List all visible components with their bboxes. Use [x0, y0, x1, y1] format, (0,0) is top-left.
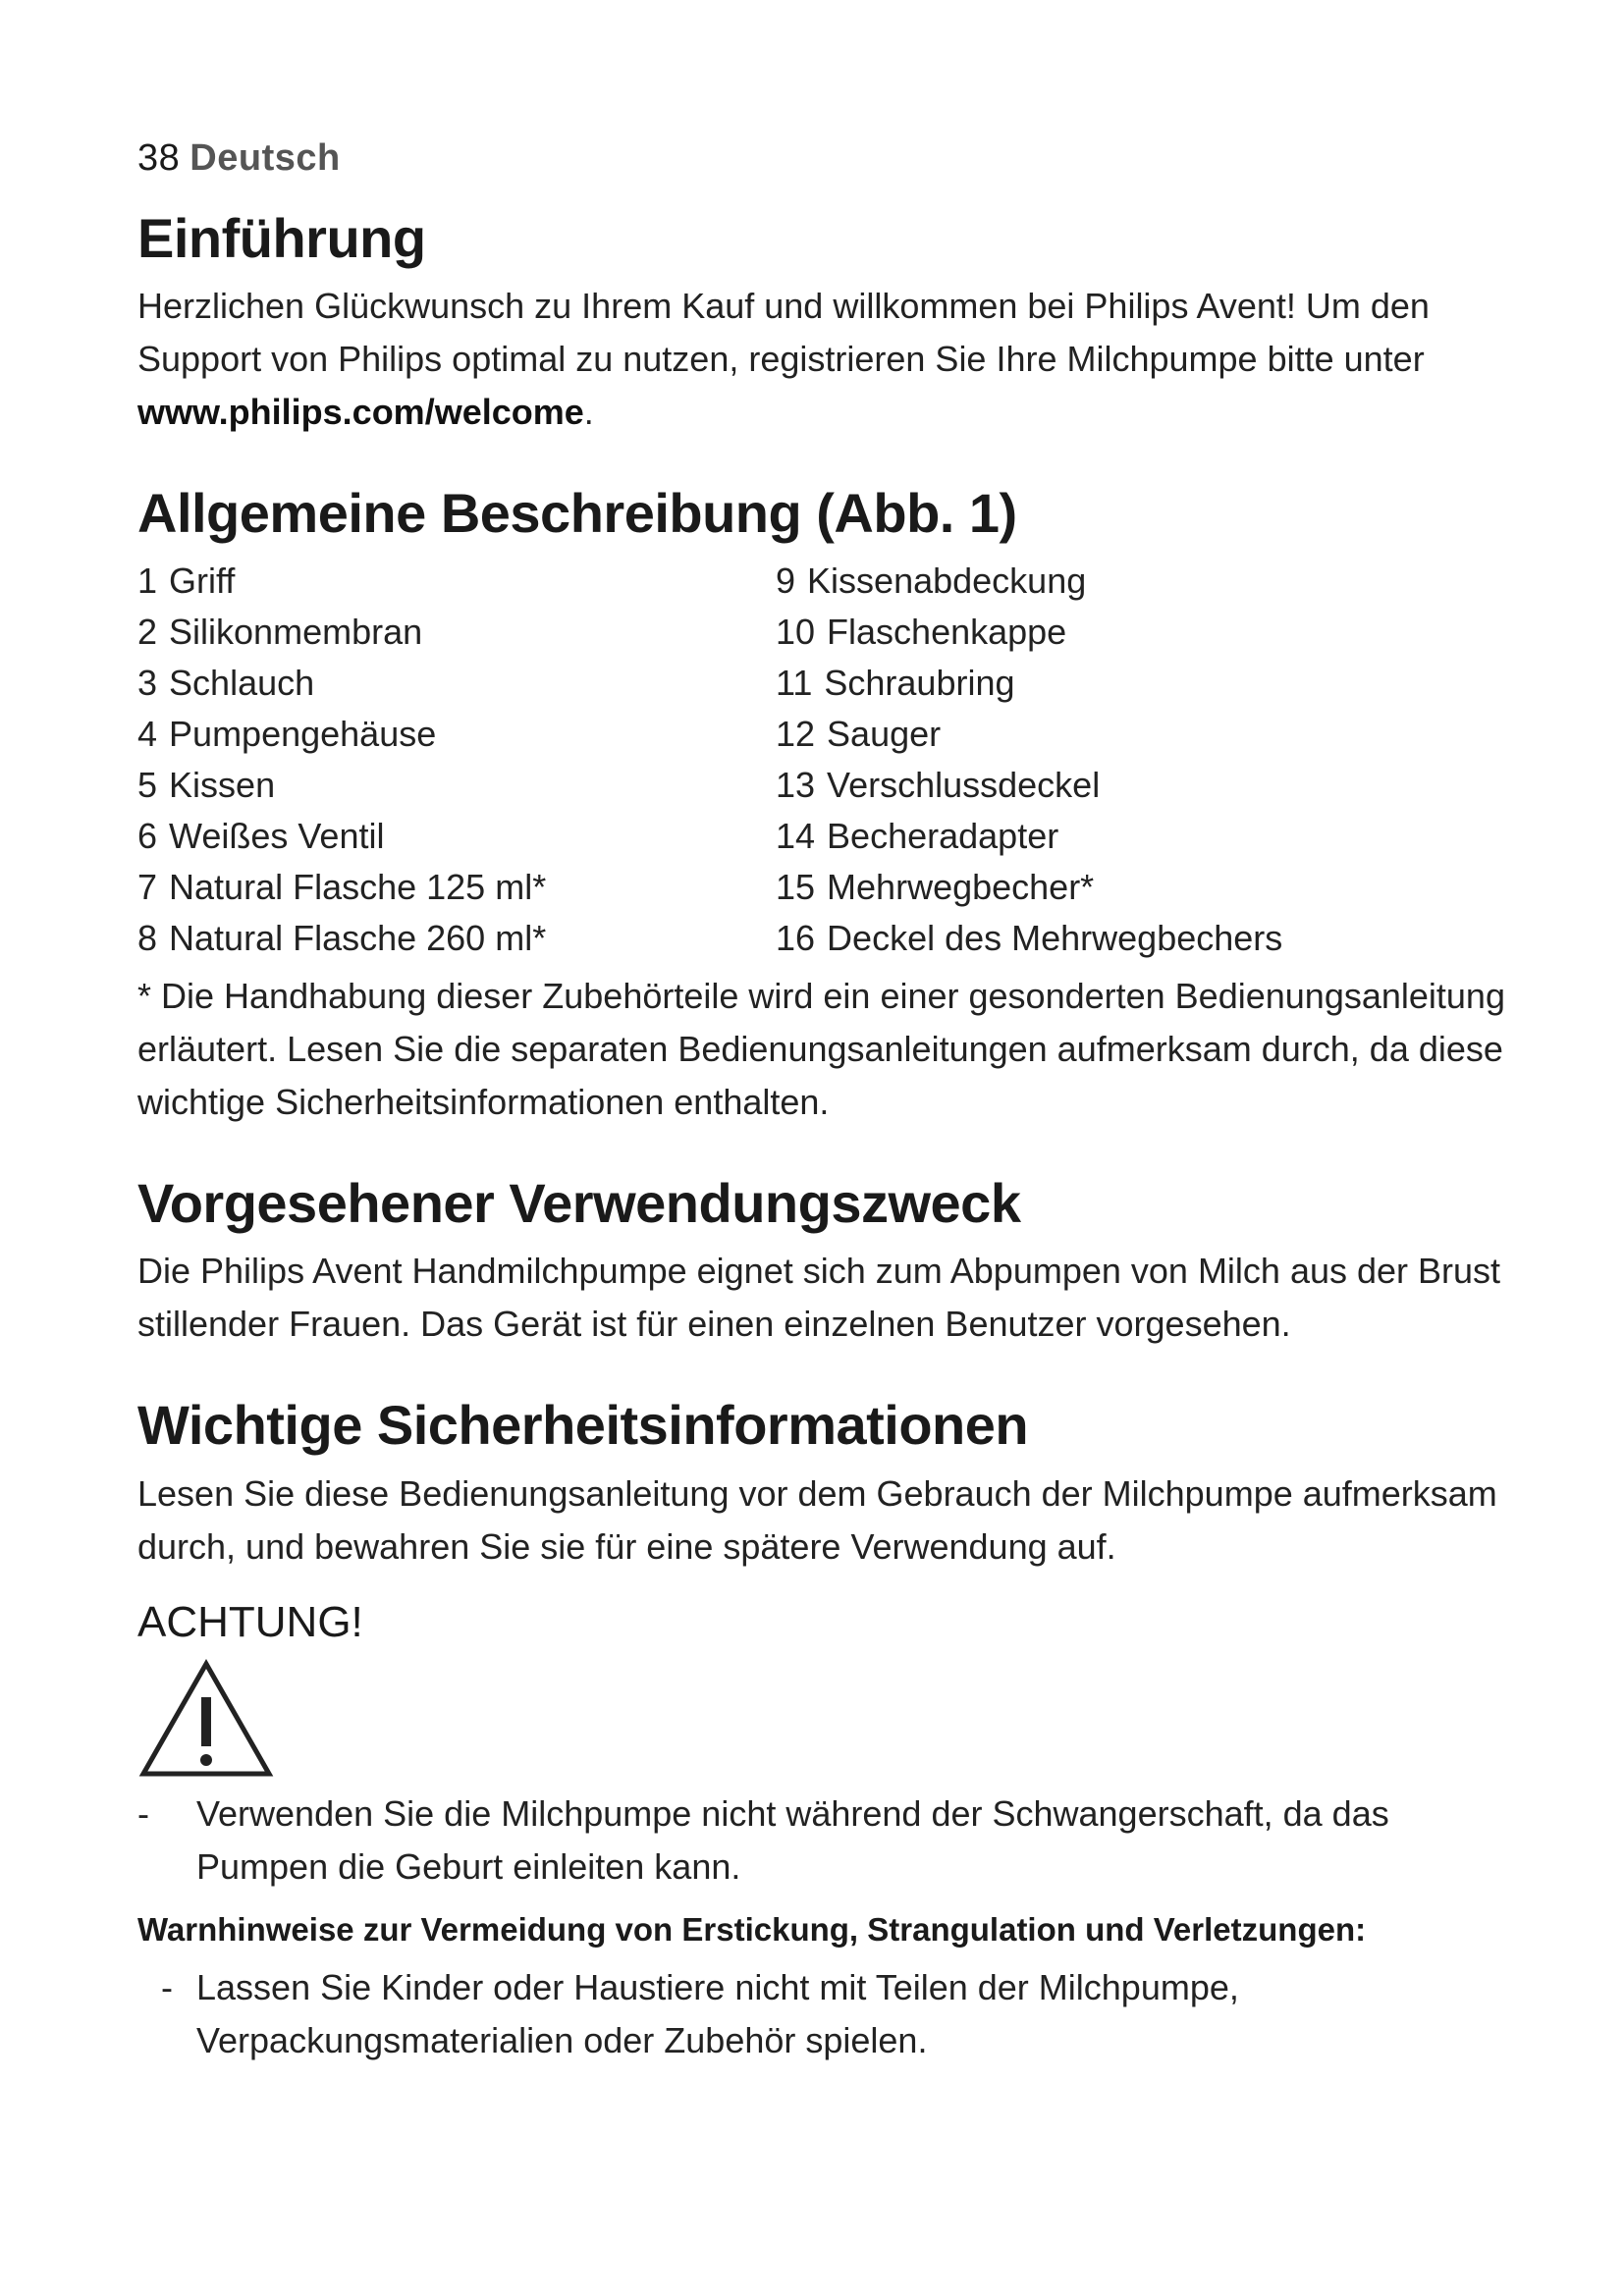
- part-item: [776, 760, 1512, 811]
- pregnancy-warning-text: Verwenden Sie die Milchpumpe nicht während der Schwangerschaft, da das Pumpen die Geburt einleiten kann.: [196, 1793, 1389, 1888]
- choking-warning: [137, 1961, 1512, 2067]
- part-label: Griff: [169, 560, 236, 601]
- page-language: Deutsch: [189, 137, 341, 179]
- part-label: Schraubring: [824, 662, 1015, 703]
- list-dash: -: [161, 1967, 173, 2008]
- part-item: [776, 862, 1512, 913]
- part-number: 13: [776, 764, 816, 805]
- intro-body: Herzlichen Glückwunsch zu Ihrem Kauf und willkommen bei Philips Avent! Um den Support von Philips optimal zu nutzen, registrieren Sie Ihre Milchpumpe bitte unter: [137, 286, 1430, 380]
- part-number: 4: [137, 713, 158, 754]
- part-label: Weißes Ventil: [169, 815, 385, 856]
- part-label: Silikonmembran: [169, 611, 423, 652]
- parts-column-right: [776, 556, 1512, 964]
- pregnancy-warning: [137, 1788, 1512, 1894]
- parts-column-left: [137, 556, 776, 964]
- part-label: Mehrwegbecher*: [827, 866, 1095, 907]
- welcome-url: www.philips.com/welcome: [137, 392, 584, 433]
- part-item: [137, 913, 776, 964]
- intro-url-suffix: .: [583, 392, 594, 433]
- part-number: 11: [776, 662, 813, 703]
- part-number: 6: [137, 815, 158, 856]
- intended-use-text: Die Philips Avent Handmilchpumpe eignet sich zum Abpumpen von Milch aus der Brust stillender Frauen. Das Gerät ist für einen einzelnen Benutzer vorgesehen.: [137, 1251, 1501, 1345]
- part-number: 9: [776, 560, 796, 601]
- part-number: 1: [137, 560, 158, 601]
- document-page: [137, 137, 1512, 2077]
- part-item: [137, 760, 776, 811]
- intro-title: Einführung: [137, 207, 426, 269]
- part-item: [776, 607, 1512, 658]
- part-item: [137, 658, 776, 709]
- part-label: Kissen: [169, 764, 276, 805]
- part-item: [776, 658, 1512, 709]
- part-label: Natural Flasche 125 ml*: [169, 866, 547, 907]
- part-item: [776, 811, 1512, 862]
- description-title: Allgemeine Beschreibung (Abb. 1): [137, 482, 1017, 545]
- warning-title: ACHTUNG!: [137, 1597, 363, 1646]
- part-label: Sauger: [827, 713, 942, 754]
- intro-text: [137, 280, 1512, 439]
- part-label: Becheradapter: [827, 815, 1059, 856]
- part-item: [776, 556, 1512, 607]
- part-number: 16: [776, 917, 816, 958]
- page-number: 38: [137, 137, 181, 179]
- part-item: [137, 607, 776, 658]
- list-dash: -: [137, 1793, 149, 1835]
- part-label: Pumpengehäuse: [169, 713, 437, 754]
- part-label: Kissenabdeckung: [807, 560, 1087, 601]
- accessory-note: * Die Handhabung dieser Zubehörteile wird ein einer gesonderten Bedienungsanleitung erläutert. Lesen Sie die separaten Bedienungsanleitungen aufmerksam durch, da diese wichtige Sicherheitsinformationen enthalten.: [137, 975, 1505, 1122]
- part-item: [137, 556, 776, 607]
- part-item: [776, 709, 1512, 760]
- part-number: 15: [776, 866, 816, 907]
- part-item: [137, 709, 776, 760]
- part-number: 3: [137, 662, 158, 703]
- choking-warning-text: Lassen Sie Kinder oder Haustiere nicht mit Teilen der Milchpumpe, Verpackungsmaterialien oder Zubehör spielen.: [196, 1967, 1239, 2061]
- part-number: 5: [137, 764, 158, 805]
- part-number: 14: [776, 815, 816, 856]
- part-item: [137, 862, 776, 913]
- choking-warning-title: Warnhinweise zur Vermeidung von Erstickung, Strangulation und Verletzungen:: [137, 1911, 1367, 1949]
- part-number: 8: [137, 917, 158, 958]
- safety-title: Wichtige Sicherheitsinformationen: [137, 1394, 1029, 1457]
- part-item: [137, 811, 776, 862]
- part-number: 12: [776, 713, 816, 754]
- part-number: 10: [776, 611, 816, 652]
- page-header: [137, 137, 1512, 180]
- part-label: Deckel des Mehrwegbechers: [827, 917, 1283, 958]
- parts-list: [137, 556, 1512, 964]
- part-item: [776, 913, 1512, 964]
- intended-use-title: Vorgesehener Verwendungszweck: [137, 1171, 1021, 1234]
- part-label: Flaschenkappe: [827, 611, 1067, 652]
- part-label: Verschlussdeckel: [827, 764, 1101, 805]
- part-label: Schlauch: [169, 662, 315, 703]
- part-number: 2: [137, 611, 158, 652]
- part-label: Natural Flasche 260 ml*: [169, 917, 547, 958]
- warning-triangle-icon: [137, 1658, 275, 1780]
- safety-text: Lesen Sie diese Bedienungsanleitung vor dem Gebrauch der Milchpumpe aufmerksam durch, und bewahren Sie sie für eine spätere Verwendung auf.: [137, 1472, 1497, 1567]
- part-number: 7: [137, 866, 158, 907]
